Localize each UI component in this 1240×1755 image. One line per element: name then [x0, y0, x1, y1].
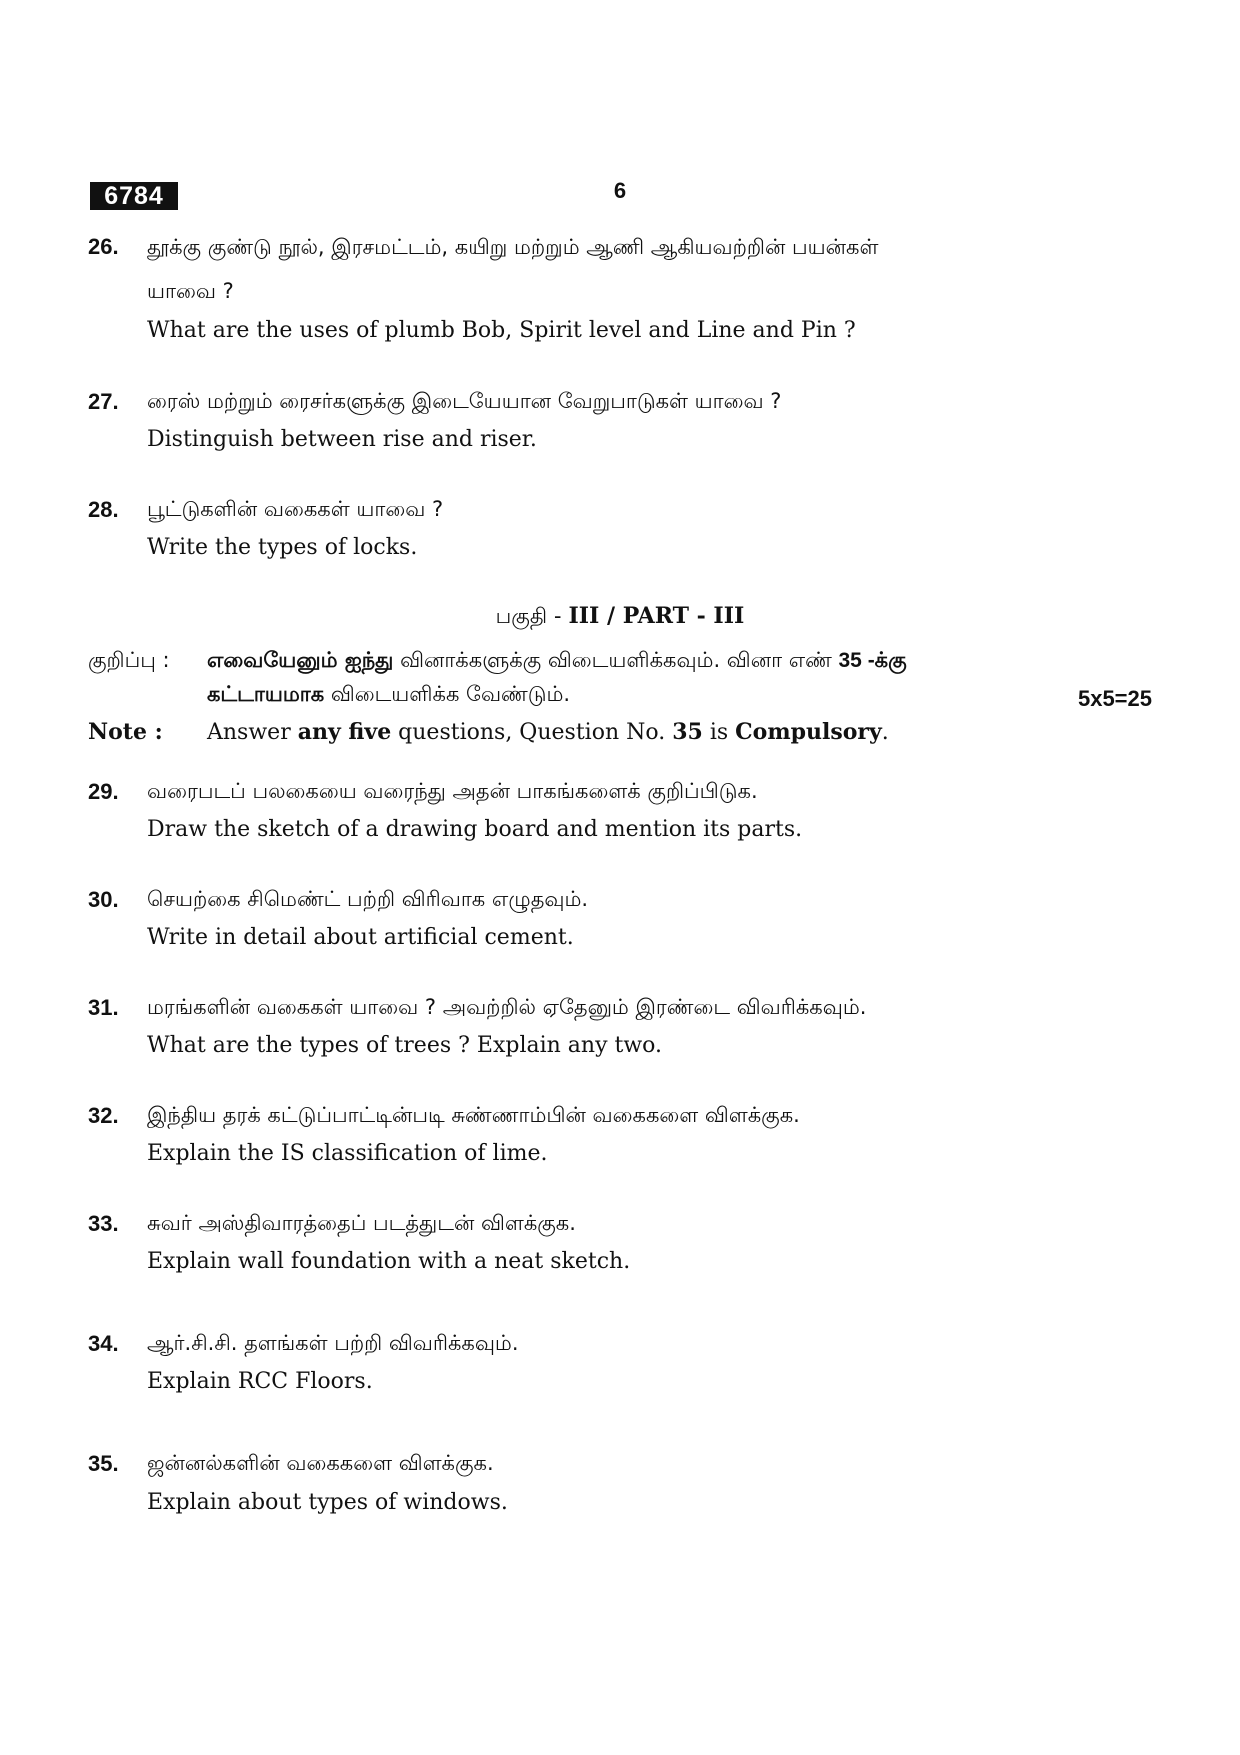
question-tamil: ரைஸ் மற்றும் ரைசர்களுக்கு இடையேயான வேறுபாடுகள் யாவை ?: [147, 389, 782, 413]
question-number: 29.: [88, 779, 119, 804]
note-label-tamil: குறிப்பு :: [88, 648, 170, 672]
question-english: Write the types of locks.: [147, 535, 418, 560]
question-english: Explain the IS classification of lime.: [147, 1141, 548, 1166]
question-number: 28.: [88, 497, 119, 522]
question-english: Write in detail about artificial cement.: [147, 925, 574, 950]
note-label-english: Note :: [88, 719, 163, 745]
marks-allocation: 5x5=25: [1077, 686, 1152, 711]
note-text-english-2: questions, Question No.: [391, 720, 673, 745]
note-text-tamil-2: விடையளிக்க வேண்டும்.: [324, 682, 571, 706]
part-heading: [0, 603, 1240, 631]
note-text-english-4: .: [881, 720, 889, 745]
question-number: 34.: [88, 1331, 119, 1356]
question-tamil: செயற்கை சிமெண்ட் பற்றி விரிவாக எழுதவும்.: [147, 887, 589, 911]
note-bold-any-five: any five: [297, 719, 392, 745]
question-english: What are the uses of plumb Bob, Spirit level and Line and Pin ?: [147, 318, 856, 343]
question-english: Explain wall foundation with a neat sketch.: [147, 1249, 631, 1274]
paper-code-badge: 6784: [90, 182, 178, 210]
note-bold-compulsory: Compulsory: [735, 719, 882, 745]
question-tamil-line2: யாவை ?: [147, 279, 234, 303]
note-bold-35: 35: [672, 719, 703, 745]
note-bold-compulsory-tamil: கட்டாயமாக: [207, 682, 325, 706]
part-heading-separator: -: [547, 604, 569, 629]
question-english: Draw the sketch of a drawing board and mention its parts.: [147, 817, 803, 842]
question-english: Explain RCC Floors.: [147, 1369, 373, 1394]
question-number: 35.: [88, 1451, 119, 1476]
page-number: 6: [613, 178, 627, 203]
question-number: 30.: [88, 887, 119, 912]
part-heading-tamil: பகுதி: [495, 604, 548, 628]
question-tamil: ஜன்னல்களின் வகைகளை விளக்குக.: [147, 1451, 494, 1475]
part-heading-slash: /: [599, 603, 623, 629]
question-english: What are the types of trees ? Explain any two.: [147, 1033, 663, 1058]
question-tamil-line1: தூக்கு குண்டு நூல், இரசமட்டம், கயிறு மற்றும் ஆணி ஆகியவற்றின் பயன்கள்: [147, 235, 879, 259]
note-tamil-line2: [207, 682, 570, 709]
question-number: 33.: [88, 1211, 119, 1236]
question-english: Explain about types of windows.: [147, 1490, 508, 1515]
note-tamil-line1: [207, 648, 907, 675]
question-tamil: பூட்டுகளின் வகைகள் யாவை ?: [147, 497, 444, 521]
question-tamil: மரங்களின் வகைகள் யாவை ? அவற்றில் ஏதேனும் இரண்டை விவரிக்கவும்.: [147, 995, 867, 1019]
question-number: 32.: [88, 1103, 119, 1128]
question-tamil: சுவர் அஸ்திவாரத்தைப் படத்துடன் விளக்குக.: [147, 1211, 576, 1235]
note-text-english-3: is: [702, 720, 736, 745]
question-tamil: இந்திய தரக் கட்டுப்பாட்டின்படி சுண்ணாம்பின் வகைகளை விளக்குக.: [147, 1103, 800, 1127]
note-text-tamil-1: வினாக்களுக்கு விடையளிக்கவும். வினா எண்: [393, 648, 839, 672]
question-number: 31.: [88, 995, 119, 1020]
note-text-english-1: Answer: [207, 720, 298, 745]
note-english-line: [207, 719, 889, 745]
note-bold-q35-tamil: 35 -க்கு: [838, 649, 907, 672]
part-heading-english: PART - III: [622, 603, 745, 629]
part-heading-roman: III: [568, 603, 600, 629]
note-bold-any-five-tamil: எவையேனும் ஐந்து: [207, 648, 394, 672]
question-number: 26.: [88, 234, 119, 259]
question-number: 27.: [88, 389, 119, 414]
question-tamil: வரைபடப் பலகையை வரைந்து அதன் பாகங்களைக் குறிப்பிடுக.: [147, 779, 758, 803]
question-english: Distinguish between rise and riser.: [147, 427, 537, 452]
question-tamil: ஆர்.சி.சி. தளங்கள் பற்றி விவரிக்கவும்.: [147, 1331, 519, 1355]
